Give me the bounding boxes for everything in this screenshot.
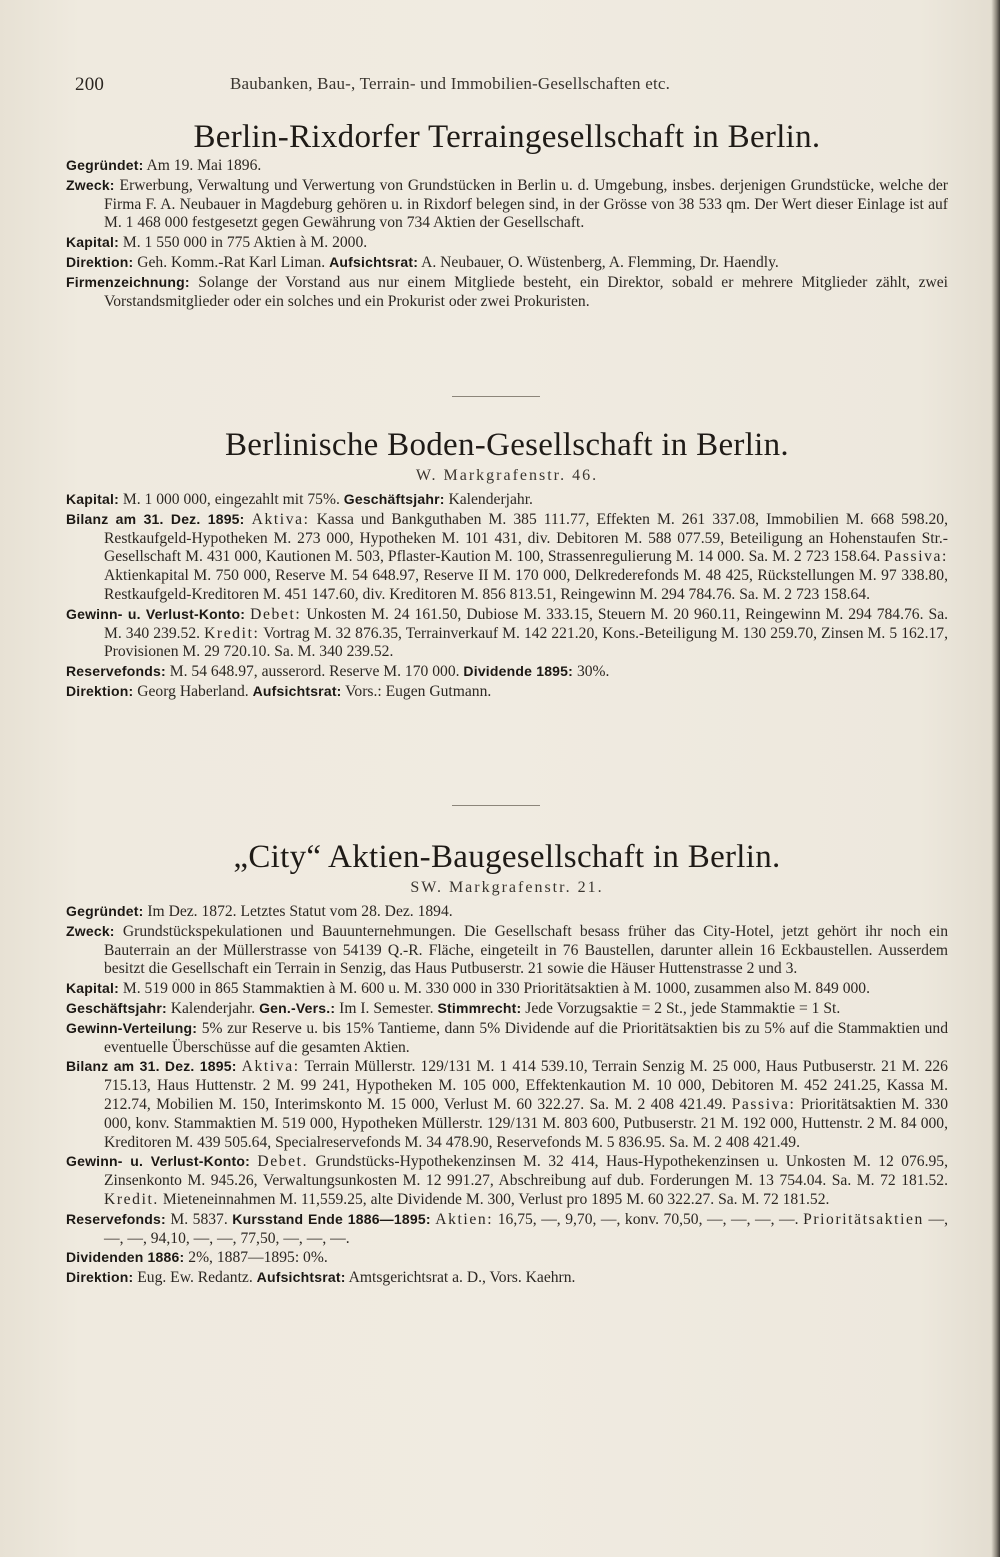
- capital-line: Kapital: M. 519 000 in 865 Stammaktien à M. 600 u. M. 330 000 in 330 Prioritätsaktien à M. 1000, zusammen also M. 849 000.: [66, 980, 871, 998]
- balance-line: Bilanz am 31. Dez. 1895: Aktiva: Kassa und Bankguthaben M. 385 111.77, Effekten M. 261 337.08, Immobilien M. 668 598.20, Restkaufgeld-Hypotheken M. 273 000, Hypotheken M. 101 431, div. Debitoren M. 588 077.59, Beteiligung an Hohenstaufen Str.-Gesellschaft M. 431 000, Kautionen M. 503, Pflaster-Kaution M. 100, Strassenregulierung M. 14 000. Sa. M. 2 723 158.64. Passiva: Aktienkapital M. 750 000, Reserve M. 54 648.97, Reserve II M. 170 000, Delkrederefonds M. 48 425, Rückstellungen M. 97 338.80, Restkaufgeld-Kreditoren M. 451 147.60, div. Kreditoren M. 856 813.51, Reingewinn M. 294 784.76. Sa. M. 2 723 158.64.: [66, 510, 948, 603]
- entry-address: SW. Markgrafenstr. 21.: [410, 879, 604, 896]
- section-divider: [452, 396, 540, 397]
- capital-line: Kapital: M. 1 000 000, eingezahlt mit 75%. Geschäftsjahr: Kalenderjahr.: [66, 491, 533, 508]
- running-title: Baubanken, Bau-, Terrain- und Immobilien-Gesellschaften etc.: [230, 74, 671, 93]
- purpose-line: Zweck: Erwerbung, Verwaltung und Verwertung von Grundstücken in Berlin u. d. Umgebung, insbes. derjenigen Grundstücke, welche der Firma F. A. Neubauer in Magdeburg gehören u. in Rixdorf belegen sind, in der Grösse von 38 533 qm. Der Wert dieser Einlage ist auf M. 1 468 000 festgesetzt gegen Gewährung von 734 Aktien der Gesellschaft.: [66, 176, 949, 232]
- dividends-line: Dividenden 1886: 2%, 1887—1895: 0%.: [66, 1249, 328, 1267]
- entry-body: [66, 902, 948, 1288]
- reserve-line: Reservefonds: M. 5837. Kursstand Ende 1886—1895: Aktien: 16,75, —, 9,70, —, konv. 70,50, —, —, —, —. Prioritätsaktien —, —, —, 94,10, —, —, 77,50, —, —, —.: [66, 1210, 948, 1247]
- management-line: Direktion: Eug. Ew. Redantz. Aufsichtsrat: Amtsgerichtsrat a. D., Vors. Kaehrn.: [66, 1269, 576, 1287]
- profit-distribution-line: Gewinn-Verteilung: 5% zur Reserve u. bis 15% Tantieme, dann 5% Dividende auf die Prioritätsaktien bis zu 5% auf die Stammaktien und eventuelle Überschüsse auf die gesamten Aktien.: [66, 1019, 948, 1056]
- founded-line: Gegründet: Am 19. Mai 1896.: [66, 157, 262, 174]
- running-header: [75, 74, 795, 98]
- page-number: 200: [75, 74, 105, 95]
- page-edge-shadow: [991, 0, 1000, 1557]
- purpose-line: Zweck: Grundstückspekulationen und Bauunternehmungen. Die Gesellschaft besass früher das City-Hotel, jetzt gehört ihr noch ein Bauterrain an der Müllerstrasse von 54139 Q.-R. Fläche, eingeteilt in 76 Baustellen, darunter allein 16 Eckbaustellen. Ausserdem besitzt die Gesellschaft ein Terrain in Senzig, das Haus Putbuserstr. 21 sowie die Häuser Huttenstrasse 2 und 3.: [66, 922, 948, 978]
- capital-line: Kapital: M. 1 550 000 in 775 Aktien à M. 2000.: [66, 234, 368, 252]
- profit-loss-line: Gewinn- u. Verlust-Konto: Debet: Unkosten M. 24 161.50, Dubiose M. 333.15, Steuern M. 20 960.11, Reingewinn M. 294 784.76. Sa. M. 340 239.52. Kredit: Vortrag M. 32 876.35, Terrainverkauf M. 142 221.20, Kons.-Beteiligung M. 130 259.70, Zinsen M. 5 162.17, Provisionen M. 29 720.10. Sa. M. 340 239.52.: [66, 605, 949, 661]
- signature-line: Firmenzeichnung: Solange der Vorstand aus nur einem Mitgliede besteht, ein Direktor, sobald er mehrere Mitglieder zählt, zwei Vorstandsmitglieder oder ein solches und ein Prokurist oder zwei Prokuristen.: [66, 273, 949, 310]
- management-line: Direktion: Geh. Komm.-Rat Karl Liman. Aufsichtsrat: A. Neubauer, O. Wüstenberg, A. Flemming, Dr. Haendly.: [66, 253, 779, 271]
- business-year-line: Geschäftsjahr: Kalenderjahr. Gen.-Vers.: Im I. Semester. Stimmrecht: Jede Vorzugsaktie = 2 St., jede Stammaktie = 1 St.: [66, 999, 841, 1017]
- entry-berlin-rixdorfer: [66, 118, 948, 311]
- profit-loss-line: Gewinn- u. Verlust-Konto: Debet. Grundstücks-Hypothekenzinsen M. 32 414, Haus-Hypothekenzinsen u. Unkosten M. 12 076.95, Zinsenkonto M. 945.26, Verwaltungsunkosten M. 12 991.27, Abschreibung auf dub. Forderungen M. 13 754.04. Sa. M. 72 181.52. Kredit. Mieteneinnahmen M. 11,559.25, alte Dividende M. 300, Verlust pro 1895 M. 60 322.27. Sa. M. 72 181.52.: [66, 1153, 948, 1208]
- founded-line: Gegründet: Im Dez. 1872. Letztes Statut vom 28. Dez. 1894.: [66, 903, 453, 920]
- balance-line: Bilanz am 31. Dez. 1895: Aktiva: Terrain Müllerstr. 129/131 M. 1 414 539.10, Terrain Senzig M. 25 000, Haus Putbuserstr. 21 M. 226 715.13, Haus Huttenstr. 2 M. 99 241, Hypotheken M. 105 000, Effektenkaution M. 10 000, Debitoren M. 452 241.25, Kassa M. 212.74, Mobilien M. 150, Interimskonto M. 15 000, Verlust M. 60 322.27. Sa. M. 2 408 421.49. Passiva: Prioritätsaktien M. 330 000, konv. Stammaktien M. 519 000, Hypotheken Müllerstr. 129/131 M. 803 600, Putbuserstr. 21 M. 192 000, Huttenstr. 2 M. 84 000, Kreditoren M. 439 505.64, Specialreservefonds M. 34 478.90, Reservefonds M. 5 836.95. Sa. M. 2 408 421.49.: [66, 1058, 949, 1151]
- entry-title: Berlinische Boden-Gesellschaft in Berlin.: [225, 427, 789, 463]
- entry-title: „City“ Aktien-Baugesellschaft in Berlin.: [233, 839, 781, 875]
- entry-title: Berlin-Rixdorfer Terraingesellschaft in Berlin.: [193, 119, 821, 155]
- entry-berlinische-boden: [66, 426, 948, 702]
- section-divider: [452, 805, 540, 806]
- entry-address: W. Markgrafenstr. 46.: [415, 467, 599, 484]
- entry-city-aktien-bau: [66, 838, 948, 1288]
- entry-body: [66, 490, 948, 702]
- management-line: Direktion: Georg Haberland. Aufsichtsrat: Vors.: Eugen Gutmann.: [66, 682, 492, 700]
- reserve-line: Reservefonds: M. 54 648.97, ausserord. Reserve M. 170 000. Dividende 1895: 30%.: [66, 663, 610, 681]
- entry-body: [66, 156, 948, 311]
